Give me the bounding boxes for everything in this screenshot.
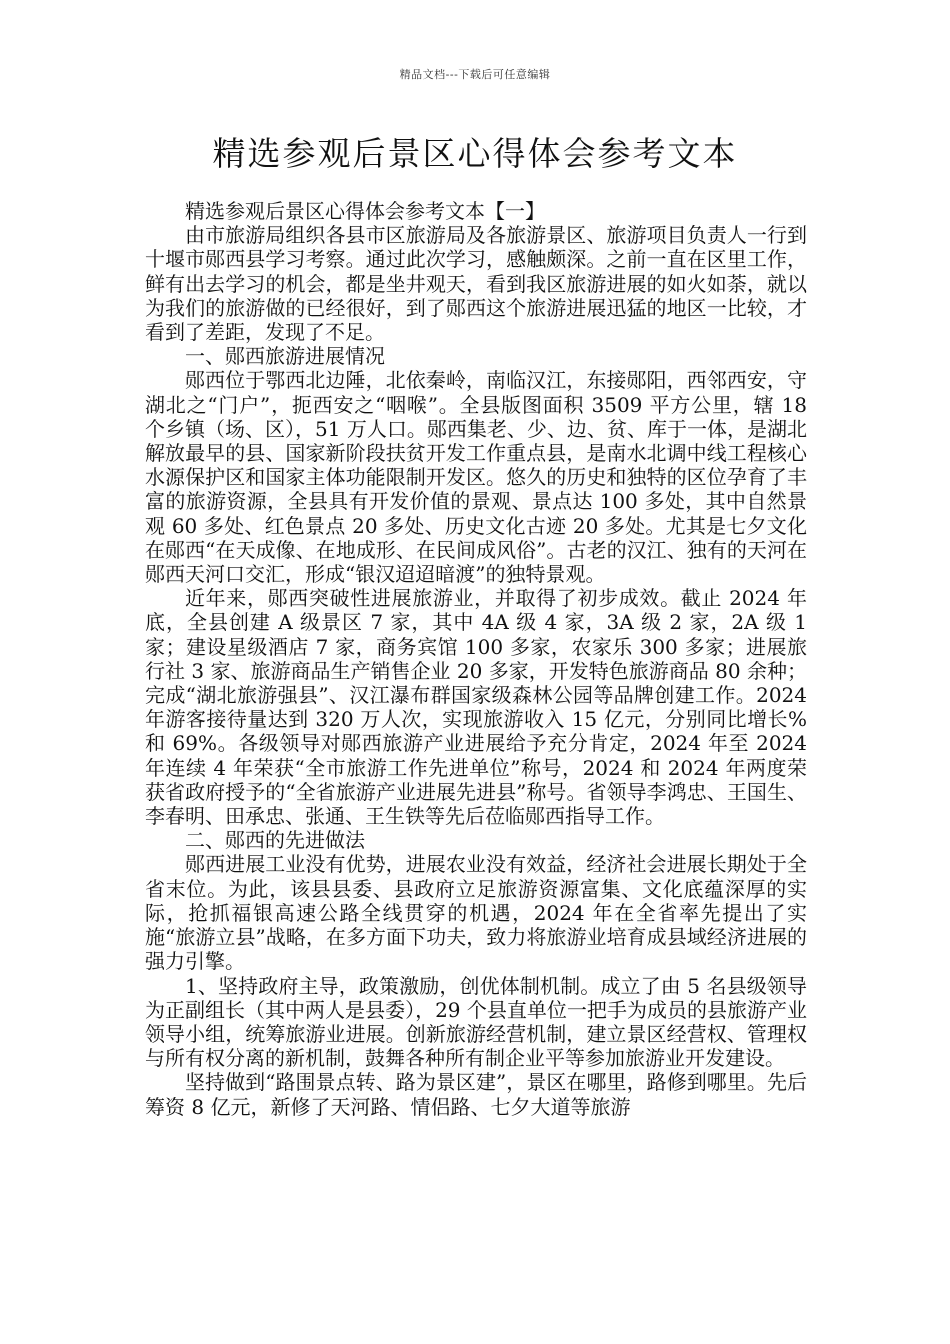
body-paragraph-achievements: 近年来，郧西突破性进展旅游业，并取得了初步成效。截止 2024 年底，全县创建 A 级景区 7 家，其中 4A 级 4 家，3A 级 2 家，2A 级 1 家；建设星级酒店 7 家，商务宾馆 100 多家，农家乐 300 多家；进展旅行社 3 家、旅游商品生产销售企业 20 多家，开发特色旅游商品 80 余种；完成“湖北旅游强县”、汉江瀑布群国家级森林公园等品牌创建工作。2024 年游客接待量达到 320 万人次，实现旅游收入 15 亿元，分别同比增长%和 69%。各级领导对郧西旅游产业进展给予充分肯定，2024 年至 2024 年连续 4 年荣获“全市旅游工作先进单位”称号，2024 和 2024 年两度荣获省政府授予的“全省旅游产业进展先进县”称号。省领导李鸿忠、王国生、李春明、田承忠、张通、王生铁等先后莅临郧西指导工作。 [145,586,807,829]
body-paragraph-government: 1、坚持政府主导，政策激励，创优体制机制。成立了由 5 名县级领导为正副组长（其中两人是县委），29 个县直单位一把手为成员的县旅游产业领导小组，统筹旅游业进展。创新旅游经营机制，建立景区经营权、管理权与所有权分离的新机制，鼓舞各种所有制企业平等参加旅游业开发建设。 [145,973,807,1071]
section-heading-situation: 一、郧西旅游进展情况 [185,344,385,369]
header-note: 精品文档---下载后可任意编辑 [399,68,551,81]
body-paragraph-roads: 坚持做到“路围景点转、路为景区建”，景区在哪里，路修到哪里。先后筹资 8 亿元，新修了天河路、情侣路、七夕大道等旅游 [145,1070,807,1119]
section-heading-one: 精选参观后景区心得体会参考文本【一】 [185,199,545,223]
document-title: 精选参观后景区心得体会参考文本 [212,134,738,173]
section-heading-practices: 二、郧西的先进做法 [185,828,365,853]
body-paragraph-intro: 由市旅游局组织各县市区旅游局及各旅游景区、旅游项目负责人一行到十堰市郧西县学习考察。通过此次学习，感触颇深。之前一直在区里工作，鲜有出去学习的机会，都是坐井观天，看到我区旅游进展的如火如荼，就以为我们的旅游做的已经很好，到了郧西这个旅游进展迅猛的地区一比较，才看到了差距，发现了不足。 [145,223,807,345]
body-paragraph-location: 郧西位于鄂西北边陲，北依秦岭，南临汉江，东接郧阳，西邻西安，守湖北之“门户”，扼西安之“咽喉”。全县版图面积 3509 平方公里，辖 18 个乡镇（场、区），51 万人口。郧西集老、少、边、贫、库于一体，是湖北解放最早的县、国家新阶段扶贫开发工作重点县，是南水北调中线工程核心水源保护区和国家主体功能限制开发区。悠久的历史和独特的区位孕育了丰富的旅游资源，全县具有开发价值的景观、景点达 100 多处，其中自然景观 60 多处、红色景点 20 多处、历史文化古迹 20 多处。尤其是七夕文化在郧西“在天成像、在地成形、在民间成风俗”。古老的汉江、独有的天河在郧西天河口交汇，形成“银汉迢迢暗渡”的独特景观。 [145,368,807,587]
document-body [145,199,807,1119]
body-paragraph-strategy: 郧西进展工业没有优势，进展农业没有效益，经济社会进展长期处于全省末位。为此，该县县委、县政府立足旅游资源富集、文化底蕴深厚的实际，抢抓福银高速公路全线贯穿的机遇，2024 年在全省率先提出了实施“旅游立县”战略，在多方面下功夫，致力将旅游业培育成县域经济进展的强力引擎。 [145,852,807,974]
